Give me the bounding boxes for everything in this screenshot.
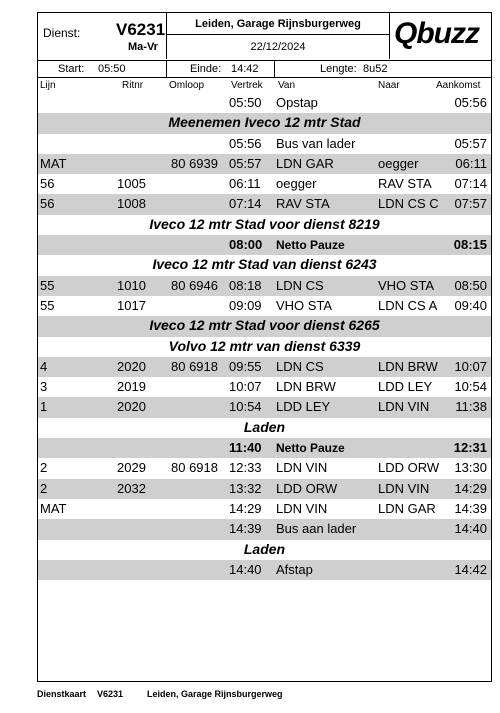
cell-van: LDN GAR <box>276 155 334 171</box>
footer-label: Dienstkaart <box>37 689 87 699</box>
cell-lijn: 4 <box>40 358 48 374</box>
cell-vertrek: 13:32 <box>229 480 262 496</box>
einde-time: 14:42 <box>231 63 259 75</box>
pause-label: Netto Pauze <box>276 238 345 253</box>
cell-vertrek: 14:29 <box>229 500 262 516</box>
section-title-row <box>38 337 491 357</box>
col-naar: Naar <box>378 80 400 91</box>
cell-vertrek: 06:11 <box>229 176 261 192</box>
section-title-row <box>38 215 491 235</box>
cell-ritnr: 1008 <box>117 196 146 212</box>
table-row <box>38 519 491 539</box>
location-name: Leiden, Garage Rijnsburgerweg <box>167 13 389 35</box>
section-title: Volvo 12 mtr van dienst 6339 <box>168 337 361 354</box>
cell-naar: LDN BRW <box>378 358 438 374</box>
column-headers <box>38 79 491 93</box>
footer-location: Leiden, Garage Rijnsburgerweg <box>147 689 283 699</box>
cell-vertrek: 10:54 <box>229 399 262 415</box>
cell-naar: oegger <box>378 155 419 171</box>
cell-naar: LDN GAR <box>378 500 436 516</box>
cell-vertrek: 11:40 <box>229 440 262 456</box>
cell-naar: LDN VIN <box>378 399 430 415</box>
start-label: Start: <box>58 63 85 75</box>
cell-ritnr: 1005 <box>117 176 146 192</box>
cell-ritnr: 1010 <box>117 277 146 293</box>
cell-lijn: 55 <box>40 297 55 313</box>
cell-naar: LDD ORW <box>378 460 440 476</box>
cell-lijn: 55 <box>40 277 55 293</box>
section-title: Iveco 12 mtr Stad voor dienst 8219 <box>149 215 380 232</box>
dienst-label: Dienst: <box>43 26 81 40</box>
section-title: Laden <box>243 540 286 557</box>
table-row <box>38 397 491 417</box>
section-title-row <box>38 540 491 560</box>
cell-aankomst: 08:50 <box>454 277 487 293</box>
qbuzz-logo: Qbuzz <box>394 17 479 50</box>
cell-aankomst: 10:54 <box>454 379 487 395</box>
section-title: Iveco 12 mtr Stad van dienst 6243 <box>152 256 377 273</box>
cell-van: Afstap <box>276 561 313 577</box>
table-row <box>38 479 491 499</box>
cell-vertrek: 05:56 <box>229 135 262 151</box>
cell-van: LDN VIN <box>276 460 328 476</box>
cell-vertrek: 09:55 <box>229 358 262 374</box>
cell-vertrek: 05:50 <box>229 95 262 110</box>
cell-lijn: MAT <box>40 500 67 516</box>
table-row <box>38 377 491 397</box>
section-title-row <box>38 113 491 133</box>
section-title-row <box>38 418 491 438</box>
table-row <box>38 174 491 194</box>
cell-lijn: 56 <box>40 176 55 192</box>
cell-vertrek: 07:14 <box>229 196 262 212</box>
cell-van: Bus van lader <box>276 135 356 151</box>
cell-lijn: 3 <box>40 379 48 395</box>
header <box>38 13 491 59</box>
cell-naar: LDN VIN <box>378 480 430 496</box>
section-title: Iveco 12 mtr Stad voor dienst 6265 <box>149 317 380 334</box>
cell-lijn: 2 <box>40 480 48 496</box>
cell-aankomst: 10:07 <box>454 358 487 374</box>
table-row <box>38 296 491 316</box>
cell-ritnr: 2020 <box>117 358 146 374</box>
divider <box>166 61 167 77</box>
section-title: Laden <box>243 418 286 435</box>
cell-aankomst: 07:14 <box>454 176 487 192</box>
cell-naar: RAV STA <box>378 176 432 192</box>
cell-aankomst: 09:40 <box>454 297 487 313</box>
dienst-number: V6231 <box>116 20 166 39</box>
cell-ritnr: 2020 <box>117 399 146 415</box>
col-vertrek: Vertrek <box>231 80 263 91</box>
cell-vertrek: 09:09 <box>229 297 262 313</box>
col-ritnr: Ritnr <box>122 80 144 91</box>
cell-van: RAV STA <box>276 196 330 212</box>
cell-aankomst: 14:42 <box>454 561 487 577</box>
cell-naar: VHO STA <box>378 277 435 293</box>
col-lijn: Lijn <box>40 80 56 91</box>
section-title-row <box>38 255 491 275</box>
cell-lijn: 2 <box>40 460 48 476</box>
col-aankomst: Aankomst <box>436 80 481 91</box>
dienstkaart-sheet <box>37 12 492 682</box>
cell-vertrek: 10:07 <box>229 379 262 395</box>
cell-aankomst: 13:30 <box>454 460 487 476</box>
cell-van: LDN CS <box>276 277 324 293</box>
cell-omloop: 80 6946 <box>171 277 218 293</box>
footer-number: V6231 <box>97 689 124 699</box>
pause-row <box>38 438 491 458</box>
cell-lijn: 56 <box>40 196 55 212</box>
cell-naar: LDN CS C <box>378 196 439 212</box>
cell-omloop: 80 6939 <box>171 155 218 171</box>
section-title-row <box>38 316 491 336</box>
cell-van: VHO STA <box>276 297 333 313</box>
cell-aankomst: 12:31 <box>453 440 487 456</box>
cell-vertrek: 12:33 <box>229 460 262 476</box>
cell-aankomst: 14:39 <box>454 500 487 516</box>
location-box <box>166 13 390 59</box>
dienst-days: Ma-Vr <box>128 41 158 53</box>
col-omloop: Omloop <box>169 80 205 91</box>
cell-aankomst: 11:38 <box>455 399 487 415</box>
lengte-label: Lengte: <box>320 63 357 75</box>
cell-aankomst: 06:11 <box>455 155 487 171</box>
table-row <box>38 276 491 296</box>
table-row <box>38 458 491 478</box>
cell-aankomst: 14:40 <box>454 521 487 537</box>
section-title: Meenemen Iveco 12 mtr Stad <box>168 114 361 131</box>
col-van: Van <box>278 80 296 91</box>
cell-vertrek: 08:18 <box>229 277 262 293</box>
cell-naar: LDN CS A <box>378 297 438 313</box>
table-row <box>38 499 491 519</box>
service-date: 22/12/2024 <box>250 41 306 53</box>
cell-naar: LDD LEY <box>378 379 433 395</box>
lengte-value: 8u52 <box>363 63 388 75</box>
pause-row <box>38 235 491 255</box>
table-row <box>38 134 491 154</box>
cell-omloop: 80 6918 <box>171 460 218 476</box>
cell-aankomst: 14:29 <box>454 480 487 496</box>
cell-van: oegger <box>276 176 317 192</box>
table-row <box>38 357 491 377</box>
cell-aankomst: 07:57 <box>454 196 487 212</box>
cell-vertrek: 14:39 <box>229 521 262 537</box>
cell-ritnr: 2032 <box>117 480 146 496</box>
start-time: 05:50 <box>98 63 126 75</box>
cell-vertrek: 14:40 <box>229 561 262 577</box>
cell-van: LDN BRW <box>276 379 336 395</box>
table-row <box>38 194 491 214</box>
table-row <box>38 154 491 174</box>
table-row <box>38 93 491 113</box>
cell-vertrek: 08:00 <box>229 237 263 253</box>
cell-vertrek: 05:57 <box>229 155 262 171</box>
divider <box>274 61 275 77</box>
cell-van: LDN VIN <box>276 500 328 516</box>
times-bar <box>38 60 491 78</box>
cell-van: LDD LEY <box>276 399 331 415</box>
schedule-table <box>38 93 491 580</box>
cell-van: Bus aan lader <box>276 521 357 537</box>
einde-label: Einde: <box>190 63 222 75</box>
cell-omloop: 80 6918 <box>171 358 218 374</box>
cell-lijn: MAT <box>40 155 67 171</box>
cell-ritnr: 2029 <box>117 460 146 476</box>
table-row <box>38 560 491 580</box>
cell-ritnr: 1017 <box>117 297 146 313</box>
cell-aankomst: 05:57 <box>454 135 487 151</box>
cell-lijn: 1 <box>40 399 48 415</box>
pause-label: Netto Pauze <box>276 441 345 456</box>
cell-aankomst: 08:15 <box>453 237 487 253</box>
cell-van: Opstap <box>276 95 318 110</box>
cell-van: LDN CS <box>276 358 324 374</box>
cell-aankomst: 05:56 <box>454 95 487 110</box>
cell-van: LDD ORW <box>276 480 338 496</box>
cell-ritnr: 2019 <box>117 379 146 395</box>
